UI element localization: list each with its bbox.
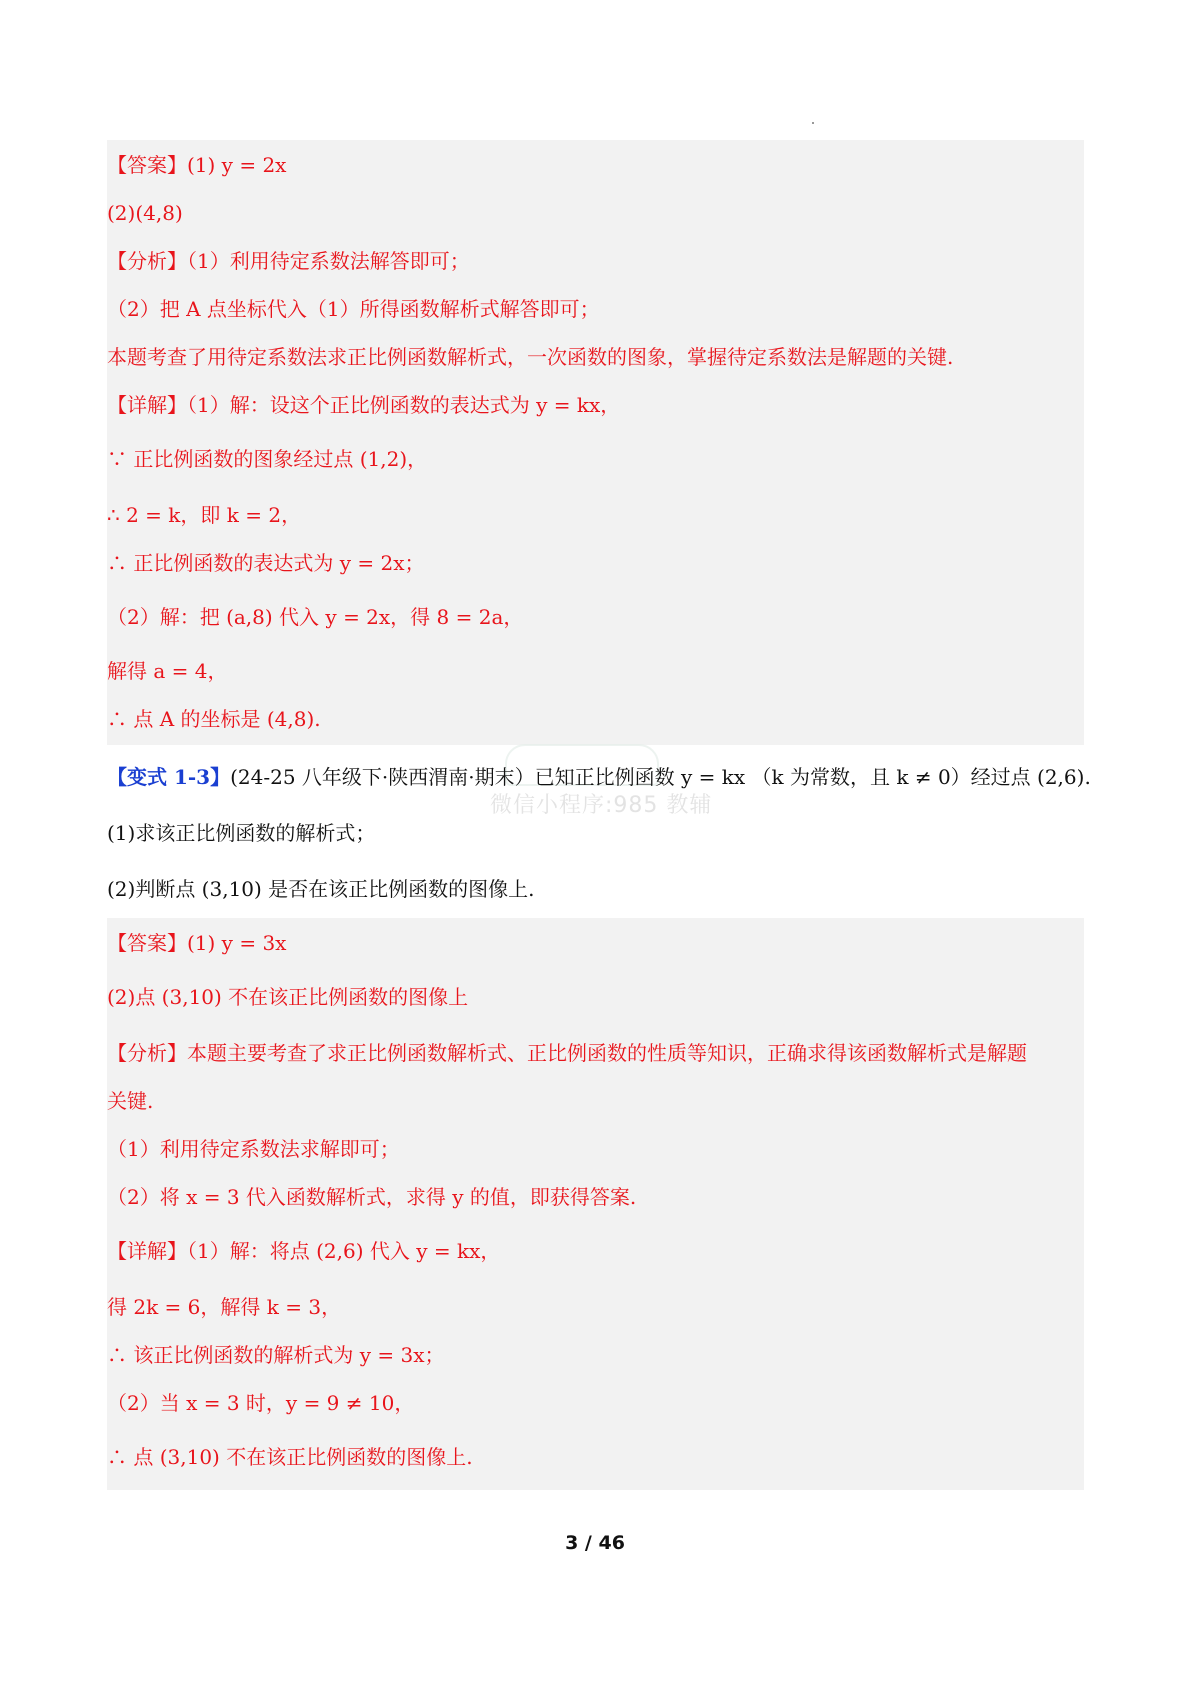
answer2-line-2: (2)点 (3,10) 不在该正比例函数的图像上 [107, 985, 469, 1009]
question-1: (1)求该正比例函数的解析式； [107, 821, 376, 845]
answer-line-1: 【答案】(1) y = 2x [107, 153, 287, 177]
problem-stem-text: (24-25 八年级下·陕西渭南·期末）已知正比例函数 y = kx （k 为常数，且 k ≠ 0）经过点 (2,6). [230, 765, 1091, 789]
page-number: 3 / 46 [565, 1532, 625, 1554]
analysis2-line-1: 【分析】本题主要考查了求正比例函数解析式、正比例函数的性质等知识，正确求得该函数解析式是解题 [107, 1041, 1027, 1065]
analysis2-line-1b: 关键. [107, 1089, 154, 1113]
detail-line-5: （2）解：把 (a,8) 代入 y = 2x，得 8 = 2a， [107, 605, 524, 629]
question-2: (2)判断点 (3,10) 是否在该正比例函数的图像上. [107, 877, 535, 901]
detail-line-7: ∴ 点 A 的坐标是 (4,8). [107, 707, 321, 731]
analysis2-line-2: （1）利用待定系数法求解即可； [107, 1137, 400, 1161]
detail-line-1: 【详解】（1）解：设这个正比例函数的表达式为 y = kx， [107, 393, 621, 417]
detail2-line-4: （2）当 x = 3 时，y = 9 ≠ 10， [107, 1391, 415, 1415]
analysis-line-1: 【分析】（1）利用待定系数法解答即可； [107, 249, 470, 273]
detail2-line-2: 得 2k = 6，解得 k = 3， [107, 1295, 342, 1319]
solution-box-1 [107, 140, 1084, 745]
answer-line-2: (2)(4,8) [107, 201, 183, 225]
watermark-text: 微信小程序:985 教辅 [490, 793, 713, 818]
analysis-line-2: （2）把 A 点坐标代入（1）所得函数解析式解答即可； [107, 297, 600, 321]
detail-line-3: ∴ 2 = k，即 k = 2， [107, 503, 302, 527]
analysis2-line-3: （2）将 x = 3 代入函数解析式，求得 y 的值，即获得答案. [107, 1185, 637, 1209]
detail-line-6: 解得 a = 4， [107, 659, 228, 683]
detail-line-4: ∴ 正比例函数的表达式为 y = 2x； [107, 551, 425, 575]
detail2-line-3: ∴ 该正比例函数的解析式为 y = 3x； [107, 1343, 445, 1367]
summary-line: 本题考查了用待定系数法求正比例函数解析式，一次函数的图象，掌握待定系数法是解题的关键. [107, 345, 954, 369]
detail-line-2: ∵ 正比例函数的图象经过点 (1,2)， [107, 447, 428, 471]
answer2-line-1: 【答案】(1) y = 3x [107, 931, 287, 955]
detail2-line-5: ∴ 点 (3,10) 不在该正比例函数的图像上. [107, 1445, 473, 1469]
problem-tag: 【变式 1-3】 [107, 765, 231, 789]
stray-dot [812, 122, 814, 124]
detail2-line-1: 【详解】（1）解：将点 (2,6) 代入 y = kx， [107, 1239, 501, 1263]
problem-stem [107, 762, 1091, 792]
